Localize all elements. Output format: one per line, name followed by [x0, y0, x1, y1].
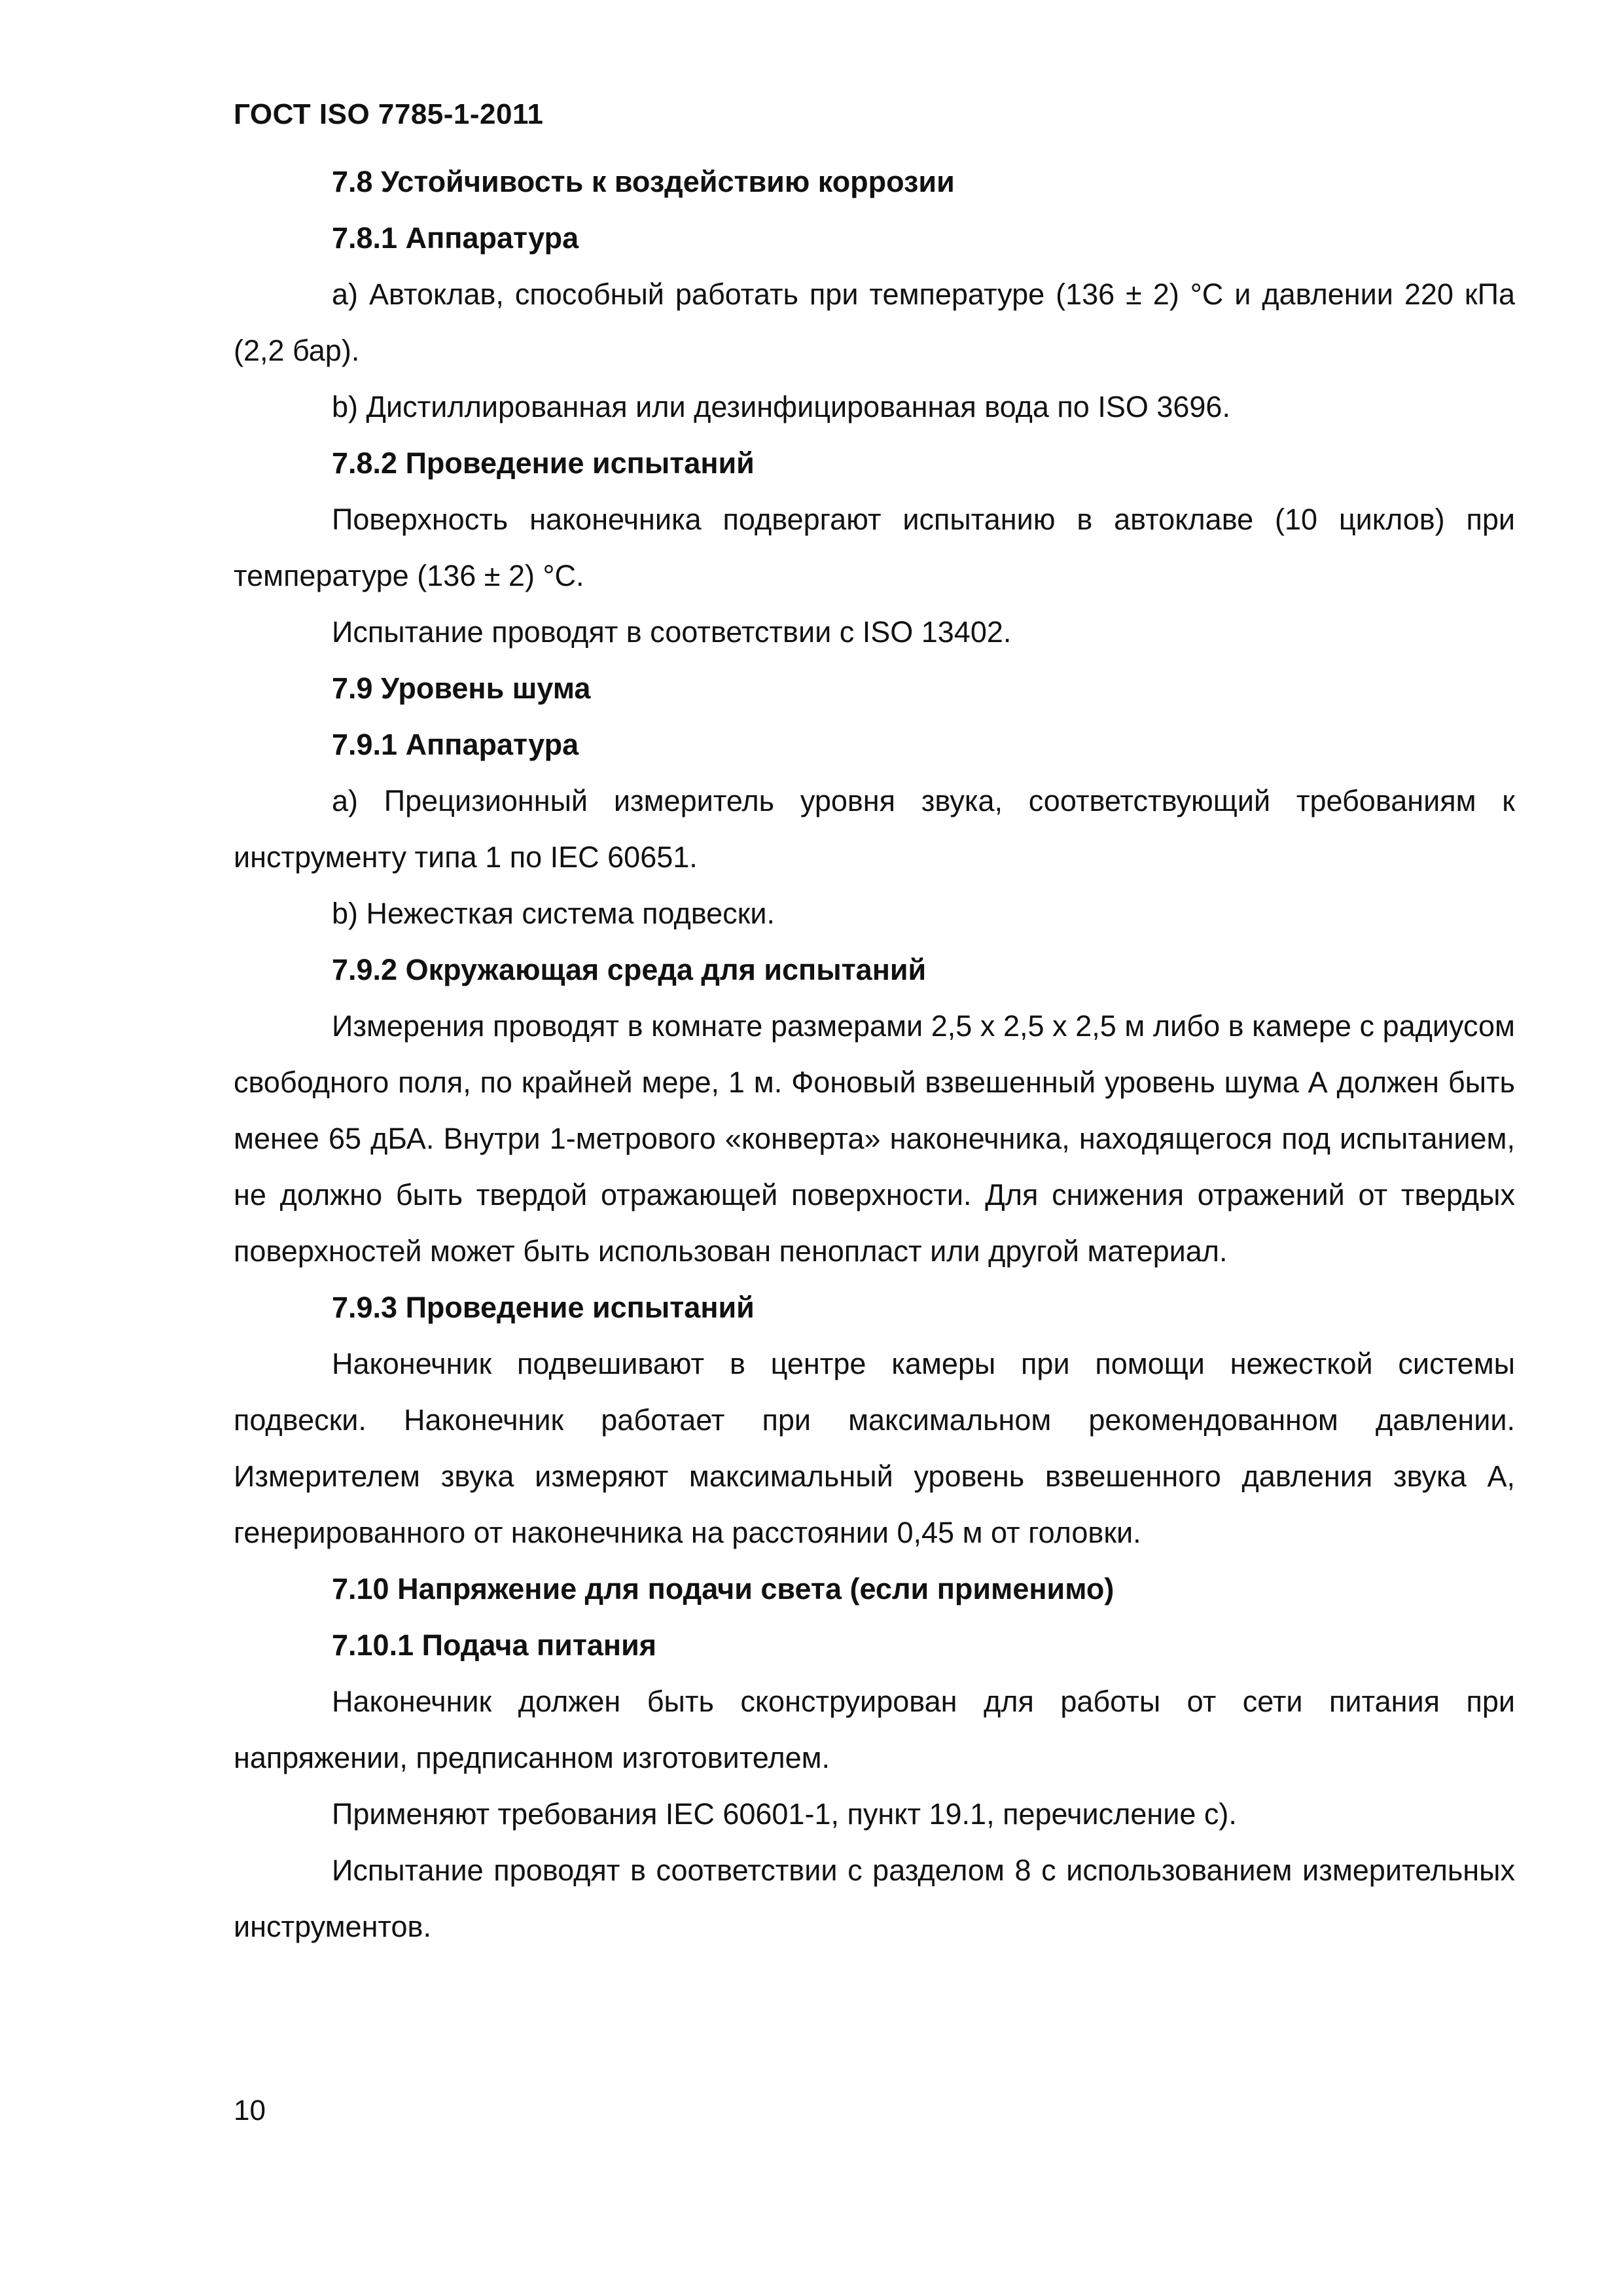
paragraph: b) Нежесткая система подвески. — [332, 897, 775, 930]
page-number: 10 — [234, 2094, 266, 2126]
section-heading: 7.10.1 Подача питания — [332, 1628, 656, 1662]
section-heading: 7.8 Устойчивость к воздействию коррозии — [332, 165, 955, 198]
section-heading: 7.8.1 Аппаратура — [332, 221, 579, 255]
paragraph: a) Прецизионный измеритель уровня звука, соответствующий требованиям к инструменту типа 1 по IEC 60651. — [234, 784, 1515, 874]
section-heading: 7.8.2 Проведение испытаний — [332, 446, 755, 480]
paragraph: Наконечник подвешивают в центре камеры при помощи нежесткой системы подвески. Наконечник работает при максимальном рекомендованном давлении. Измерителем звука измеряют максимальный уровень взвешенного давления звука А, генерированного от наконечника на расстоянии 0,45 м от головки. — [234, 1347, 1515, 1549]
section-heading: 7.9 Уровень шума — [332, 672, 591, 705]
section-heading: 7.10 Напряжение для подачи света (если применимо) — [332, 1572, 1115, 1605]
paragraph: Измерения проводят в комнате размерами 2,5 х 2,5 х 2,5 м либо в камере с радиусом свободного поля, по крайней мере, 1 м. Фоновый взвешенный уровень шума А должен быть менее 65 дБА. Внутри 1-метрового «конверта» наконечника, находящегося под испытанием, не должно быть твердой отражающей поверхности. Для снижения отражений от твердых поверхностей может быть использован пенопласт или другой материал. — [234, 1009, 1515, 1268]
paragraph: Испытание проводят в соответствии с разделом 8 с использованием измерительных инструментов. — [234, 1854, 1515, 1943]
paragraph: b) Дистиллированная или дезинфицированная вода по ISO 3696. — [332, 390, 1230, 423]
section-heading: 7.9.3 Проведение испытаний — [332, 1291, 755, 1324]
document-body — [234, 154, 1515, 1955]
section-heading: 7.9.2 Окружающая среда для испытаний — [332, 953, 927, 986]
paragraph: a) Автоклав, способный работать при температуре (136 ± 2) °С и давлении 220 кПа (2,2 бар). — [234, 278, 1515, 367]
document-header: ГОСТ ISO 7785-1-2011 — [234, 98, 544, 130]
paragraph: Поверхность наконечника подвергают испытанию в автоклаве (10 циклов) при температуре (136 ± 2) °С. — [234, 503, 1515, 592]
paragraph: Применяют требования IEC 60601-1, пункт 19.1, перечисление с). — [332, 1797, 1237, 1831]
section-heading: 7.9.1 Аппаратура — [332, 728, 579, 761]
paragraph: Наконечник должен быть сконструирован для работы от сети питания при напряжении, предписанном изготовителем. — [234, 1685, 1515, 1774]
paragraph: Испытание проводят в соответствии с ISO 13402. — [332, 615, 1012, 649]
